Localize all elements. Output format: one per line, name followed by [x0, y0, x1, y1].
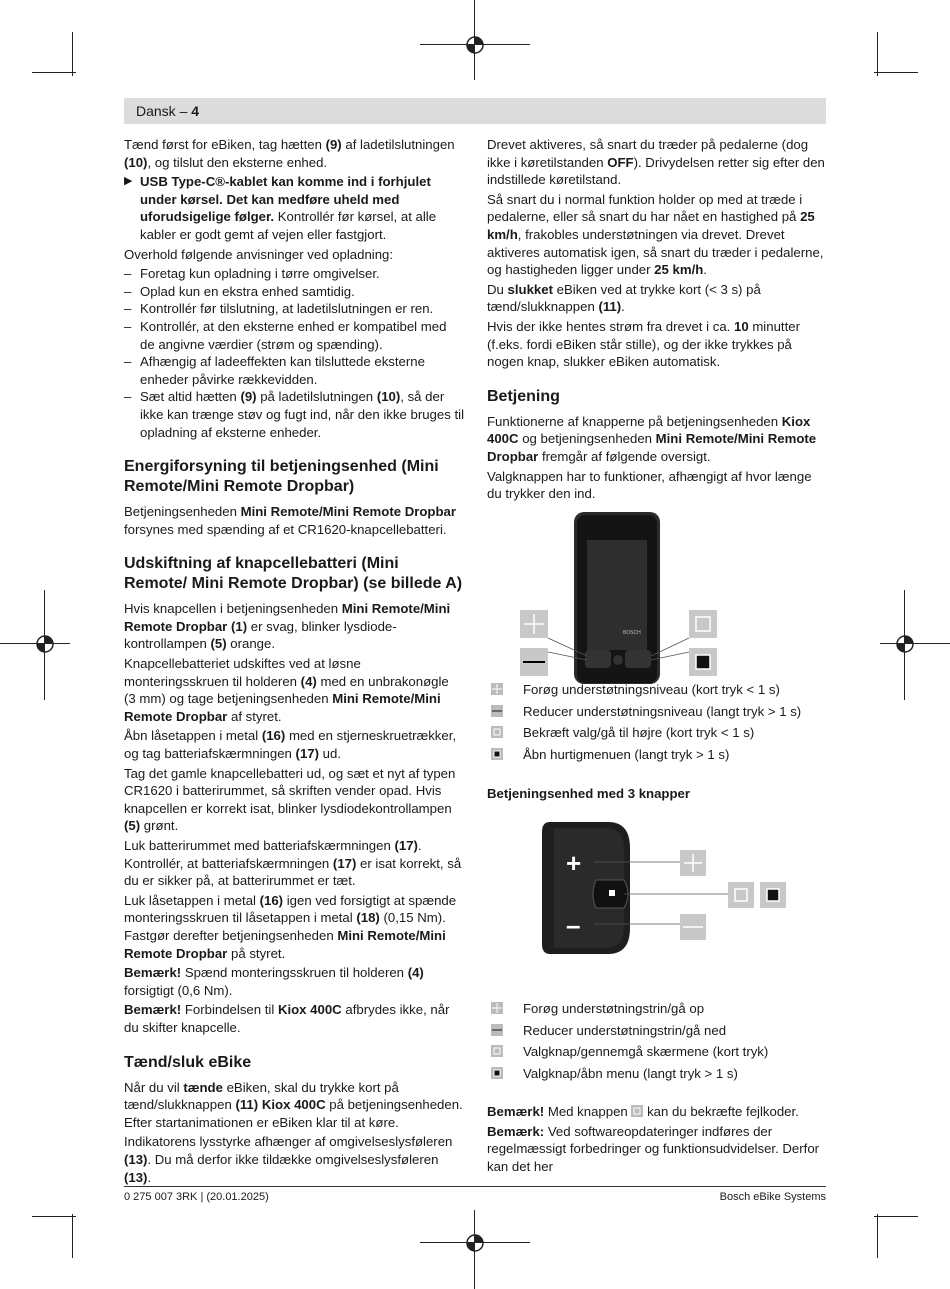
text-run: Hvis der ikke hentes strøm fra drevet i ca. — [487, 318, 734, 334]
bold-text: 10 — [733, 318, 749, 334]
bold-text: (9) — [325, 137, 342, 152]
text-run: Så snart du i normal funktion holder op med at træde i pedalerne, eller så snart du har nået en hastighed på — [487, 191, 803, 225]
text-run: Åbn låsetappen i metal — [124, 728, 262, 744]
bold-text: (5) — [210, 636, 227, 652]
bold-text: 25 km/h — [654, 262, 704, 278]
arrow-bullet-icon: ▶ — [124, 175, 133, 188]
text-run: på betjeningsenheden. Efter startanimationen er eBiken klar til at køre. — [124, 1097, 463, 1130]
list-item: – Kontrollér før tilslutning, at ladetilslutningen er ren. — [124, 300, 464, 318]
legend-row — [487, 999, 827, 1021]
kiox-display-illustration — [517, 508, 725, 684]
subheading: Betjeningsenhed med 3 knapper — [487, 786, 690, 801]
list-item: – Foretag kun opladning i tørre omgivelser. — [124, 265, 464, 283]
legend-row — [487, 680, 827, 702]
legend-text: Valgknap/åbn menu (langt tryk > 1 s) — [523, 1065, 738, 1081]
list-item — [124, 388, 464, 441]
text-run: forsigtigt (0,6 Nm). — [124, 982, 233, 998]
paragraph — [124, 600, 464, 653]
bold-text: Bemærk! — [487, 1104, 545, 1119]
bold-text: (4) — [300, 673, 317, 689]
bold-text: Kiox 400C — [487, 413, 811, 447]
bold-text: (16) — [261, 728, 286, 744]
footer-doc-number: 0 275 007 3RK | (20.01.2025) — [124, 1191, 269, 1203]
legend-row — [487, 723, 827, 745]
bold-text: tænde — [183, 1079, 223, 1095]
registration-mark-icon — [463, 1231, 487, 1255]
select-button-short-icon — [491, 726, 503, 738]
paragraph — [124, 765, 464, 835]
paragraph — [487, 191, 827, 279]
legend-row — [487, 1064, 827, 1086]
list-item: – Oplad kun en ekstra enhed samtidig. — [124, 283, 464, 301]
text-run: Luk batterirummet med batteriafskærmningen — [124, 838, 395, 853]
text-run: . — [147, 1169, 152, 1185]
bold-text: Mini Remote/Mini Remote Dropbar (1) — [124, 601, 451, 634]
list-item: – Kontrollér, at den eksterne enhed er kompatibel med de angivne værdier (strøm og spænding). — [124, 318, 464, 353]
paragraph — [124, 892, 464, 962]
bold-text: (11) — [598, 299, 622, 315]
bold-text: (16) — [259, 892, 284, 908]
text-run: Luk låsetappen i metal — [124, 892, 260, 908]
paragraph — [124, 655, 464, 725]
bold-text: Bemærk! — [124, 1002, 182, 1018]
paragraph — [124, 1133, 464, 1186]
paragraph — [124, 136, 464, 171]
text-run: på styret. — [227, 945, 286, 961]
text-run: . Kontrollér, at batteriafskærmningen — [124, 838, 422, 871]
section-heading: Betjening — [487, 387, 560, 405]
bold-text: slukket — [507, 281, 553, 297]
text-run: , og tilslut den eksterne enhed. — [147, 154, 328, 170]
text-run: Funktionerne af knapperne på betjeningsenheden — [487, 413, 782, 429]
bold-text: (10) — [124, 154, 148, 170]
text-run: orange. — [226, 636, 276, 652]
legend-text: Reducer understøtningstrin/gå ned — [523, 1022, 727, 1038]
text-run: Hvis knapcellen i betjeningsenheden — [124, 601, 342, 617]
bold-text: (17) — [394, 838, 418, 853]
text-run: Sæt altid hætten — [140, 389, 241, 405]
right-column — [487, 136, 827, 505]
remote-legend — [487, 999, 827, 1085]
paragraph — [124, 727, 464, 762]
text-run: , så der ikke kan trænge støv og fugt ind, når den ikke bruges til opladning af eksterne enheder. — [140, 389, 464, 440]
text-run: minutter (f.eks. fordi eBiken står stille), og der ikke trykkes på nogen knap, slukker eBiken automatisk. — [487, 318, 800, 370]
text-run: Drevet aktiveres, så snart du træder på pedalerne (dog ikke i køretilstanden — [487, 137, 809, 170]
crop-mark — [72, 1214, 73, 1258]
text-run: kan du bekræfte fejlkoder. — [643, 1104, 799, 1119]
paragraph: Valgknappen har to funktioner, afhængigt af hvor længe du trykker den ind. — [487, 468, 812, 502]
paragraph — [487, 1103, 827, 1121]
left-column — [124, 136, 464, 1188]
text-run: eBiken ved at trykke kort (< 3 s) på tænd/slukknappen — [487, 281, 761, 315]
text-run: eBiken, skal du trykke kort på tænd/slukknappen — [124, 1079, 399, 1113]
text-run: Ved softwareopdateringer indføres der regelmæssigt forbedringer og funktionsudvidelser. Derfor kan det her — [487, 1123, 820, 1174]
text-run: . — [703, 262, 707, 278]
device-brand: BOSCH — [623, 630, 641, 636]
text-run: Spænd monteringsskruen til holderen — [181, 965, 408, 981]
minus-button-icon — [491, 1024, 503, 1036]
bold-text: (13) — [124, 1169, 148, 1185]
bold-text: OFF — [607, 154, 634, 170]
select-button-long-icon — [491, 748, 503, 760]
bold-text: (9) — [240, 389, 257, 405]
three-button-remote-illustration — [538, 818, 794, 958]
remarks — [487, 1103, 827, 1177]
notes-list — [124, 265, 464, 441]
bold-text: (18) — [356, 910, 380, 926]
header-separator: – — [175, 103, 192, 119]
text-run: Når du vil — [124, 1079, 184, 1095]
text-run: af styret. — [227, 708, 282, 724]
subheading-wrap — [487, 785, 827, 803]
paragraph — [124, 1001, 464, 1036]
text-run: Forbindelsen til — [181, 1002, 278, 1018]
plus-button-icon — [491, 1002, 503, 1014]
registration-mark-icon — [33, 632, 57, 656]
paragraph — [124, 964, 464, 999]
paragraph — [487, 281, 827, 316]
text-run: Indikatorens lysstyrke afhænger af omgivelseslysføleren — [124, 1134, 453, 1150]
legend-text: Reducer understøtningsniveau (langt tryk > 1 s) — [523, 703, 802, 719]
paragraph — [487, 136, 827, 189]
legend-text: Valgknap/gennemgå skærmene (kort tryk) — [523, 1044, 769, 1059]
bold-text: (13) — [124, 1151, 148, 1167]
text-run: af ladetilslutningen — [341, 137, 455, 152]
text-run: grønt. — [140, 818, 179, 834]
text-run: igen ved forsigtigt at spænde monteringsskruen til låsetappen i metal — [124, 892, 457, 926]
bold-text: Mini Remote/Mini Remote Dropbar — [240, 504, 457, 520]
text-run: Med knappen — [544, 1104, 632, 1119]
crop-mark — [32, 1216, 76, 1217]
crop-mark — [72, 32, 73, 76]
text-run: er svag, blinker lysdiode-kontrollampen — [124, 618, 397, 652]
crop-mark — [32, 72, 76, 73]
text-run: , frakobles understøtningen via drevet. Drevet aktiveres automatisk igen, så snart du træder i pedalerne, og hastigheden ligger under — [487, 226, 824, 278]
legend-row — [487, 1042, 827, 1064]
remote-plus-label: + — [566, 848, 582, 878]
legend-text: Forøg understøtningstrin/gå op — [523, 1001, 705, 1016]
bold-text: Mini Remote/Mini Remote Dropbar — [487, 431, 817, 464]
minus-button-icon — [491, 705, 503, 717]
registration-mark-icon — [463, 33, 487, 57]
text-run: ud. — [319, 746, 341, 762]
button-legend — [487, 680, 827, 766]
text-run: med en unbrakonøgle (3 mm) og tage betjeningsenheden — [124, 673, 449, 707]
warning-note — [124, 173, 464, 243]
bold-text: (4) — [407, 965, 424, 981]
text-run: Betjeningsenheden — [124, 504, 241, 520]
select-button-icon — [631, 1105, 643, 1117]
bold-text: Mini Remote/Mini Remote Dropbar — [124, 691, 441, 724]
text-run: . Du må derfor ikke tildække omgivelseslysføleren — [147, 1151, 439, 1167]
text-run: Tag det gamle knapcellebatteri ud, og sæt et nyt af typen CR1620 i batterirummet, så skriften vender opad. Hvis knapcellen er korrekt isat, blinker lysdiodekontrollampen — [124, 765, 456, 816]
text-run: fremgår af følgende oversigt. — [538, 448, 711, 464]
legend-text: Forøg understøtningsniveau (kort tryk < 1 s) — [523, 682, 780, 697]
paragraph — [487, 318, 827, 371]
text-run: og betjeningsenheden — [518, 431, 656, 447]
legend-text: Bekræft valg/gå til højre (kort tryk < 1 s) — [523, 725, 755, 740]
text-run: ). Drivydelsen retter sig efter den indstillede køretilstand. — [487, 154, 825, 188]
registration-mark-icon — [893, 632, 917, 656]
warning-text: Kontrollér før kørsel, at alle kabler er godt gemt af vejen eller fastgjort. — [140, 209, 437, 242]
legend-row — [487, 1021, 827, 1043]
footer-brand: Bosch eBike Systems — [719, 1191, 826, 1203]
text-run: Tænd først for eBiken, tag hætten — [124, 137, 326, 152]
text-run: forsynes med spænding af et CR1620-knapcellebatteri. — [124, 521, 447, 537]
paragraph — [487, 413, 827, 466]
notes-intro: Overhold følgende anvisninger ved opladning: — [124, 246, 394, 262]
bold-text: 25 km/h — [487, 209, 815, 242]
bold-text: (17) — [332, 855, 357, 871]
section-heading: Udskiftning af knapcellebatteri (Mini Remote/ Mini Remote Dropbar) (se billede A) — [124, 555, 463, 593]
section-heading: Energiforsyning til betjeningsenhed (Mini Remote/Mini Remote Dropbar) — [124, 458, 439, 496]
select-button-long-icon — [491, 1067, 503, 1079]
warning-bold: USB Type-C®-kablet kan komme ind i forhjulet under kørsel. Det kan medføre uheld med uforudsigelige følger. — [140, 174, 431, 225]
paragraph — [124, 1079, 464, 1132]
page-number: 4 — [191, 103, 200, 119]
legend-row — [487, 702, 827, 724]
text-run: Knapcellebatteriet udskiftes ved at løsne monteringsskruen til holderen — [124, 656, 361, 689]
paragraph — [124, 837, 464, 890]
crop-mark — [877, 32, 878, 76]
bold-text: (11) Kiox 400C — [235, 1097, 326, 1113]
text-run: på ladetilslutningen — [256, 389, 377, 405]
header-section: Dansk — [136, 103, 176, 119]
legend-text: Åbn hurtigmenuen (langt tryk > 1 s) — [523, 746, 730, 762]
section-heading: Tænd/sluk eBike — [124, 1053, 252, 1071]
text-run: afbrydes ikke, når du skifter knapcelle. — [124, 1002, 450, 1035]
text-run: er isat korrekt, så du er sikker på, at batterirummet er tæt. — [124, 855, 462, 889]
bold-text: Kiox 400C — [277, 1002, 342, 1018]
text-run: . — [621, 299, 625, 315]
page-header — [124, 98, 826, 124]
text-run: med en stjerneskruetrækker, og tag batteriafskærmningen — [124, 728, 457, 762]
bold-text: Bemærk! — [124, 965, 182, 981]
text-run: (0,15 Nm). Fastgør derefter betjeningsenheden — [124, 910, 446, 943]
crop-mark — [874, 72, 918, 73]
select-button-short-icon — [491, 1045, 503, 1057]
paragraph — [487, 1123, 827, 1176]
bold-text: (5) — [124, 818, 141, 834]
crop-mark — [877, 1214, 878, 1258]
remote-minus-label: – — [566, 910, 581, 940]
bold-text: Bemærk: — [487, 1123, 545, 1139]
bold-text: Mini Remote/Mini Remote Dropbar — [124, 927, 446, 961]
header-text — [136, 103, 199, 119]
bold-text: (10) — [376, 389, 401, 405]
paragraph — [124, 503, 464, 538]
crop-mark — [874, 1216, 918, 1217]
footer-rule — [124, 1186, 826, 1187]
bold-text: (17) — [295, 746, 319, 762]
plus-button-icon — [491, 683, 503, 695]
legend-row — [487, 745, 827, 767]
list-item: – Afhængig af ladeeffekten kan tilsluttede eksterne enheder påvirke rækkevidden. — [124, 353, 464, 388]
text-run: Du — [487, 281, 508, 297]
